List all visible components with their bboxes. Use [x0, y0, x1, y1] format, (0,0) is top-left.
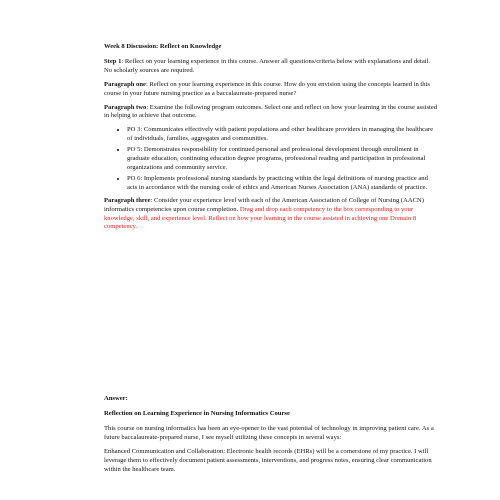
paragraph-two — [104, 104, 438, 122]
program-outcome-item: • PO 5: Demonstrates responsibility for continued personal and professional development through enrollment in graduate education, continuing education degree programs, professional reading and participation in professional organizations and community service. — [127, 146, 438, 173]
step-1-text: : Reflect on your learning experience in this course. Answer all questions/criteria below with explanations and detail. No scholarly sources are required. — [104, 57, 431, 74]
page-spacer — [104, 237, 438, 395]
paragraph-two-label: Paragraph two — [104, 103, 147, 111]
step-1-paragraph — [104, 58, 438, 76]
paragraph-three-label: Paragraph three — [104, 196, 151, 204]
paragraph-three-red-text: Drag and drop each competency to the box corresponding to your knowledge, skill, and experience level. Reflect on how your learning in the course assisted in achieving one Domain 8 competency. — [104, 205, 417, 231]
answer-label: Answer: — [104, 395, 128, 403]
program-outcome-item: • PO 3: Communicates effectively with patient populations and other healthcare providers in managing the healthcare of individuals, families, aggregates and communities. — [127, 126, 438, 144]
answer-paragraph-1: This course on nursing informatics has been an eye-opener to the vast potential of technology in improving patient care. As a future baccalaureate-prepared nurse, I see myself utilizing these concepts in several ways: — [104, 425, 434, 442]
paragraph-one-text: : Reflect on your learning experience in this course. How do you envision using the concepts learned in this course in your future nursing practice as a baccalaureate-prepared nurse? — [104, 80, 430, 97]
paragraph-one — [104, 81, 438, 99]
paragraph-two-text: : Examine the following program outcomes. Select one and reflect on how your learning in the course assisted in helping to achieve that outcome. — [104, 103, 438, 120]
paragraph-three — [104, 197, 438, 233]
answer-title: Reflection on Learning Experience in Nursing Informatics Course — [104, 410, 290, 418]
paragraph-three-text: : Consider your experience level with each of the American Association of College of Nursing (AACN) informatics competencies upon course completion. — [104, 196, 424, 213]
program-outcome-item: • PO 6: Implements professional nursing standards by practicing within the legal definitions of nursing practice and acts in accordance with the nursing code of ethics and American Nurses Association (ANA) standards of practice. — [127, 175, 438, 193]
program-outcomes-list — [104, 126, 438, 192]
document-title: Week 8 Discussion: Reflect on Knowledge — [104, 43, 222, 50]
step-1-label: Step 1 — [104, 57, 122, 65]
paragraph-one-label: Paragraph one — [104, 80, 146, 88]
answer-paragraph-2: Enhanced Communication and Collaboration: Electronic health records (EHRs) will be a cornerstone of my practice. I will leverage them to effectively document patient assessments, interventions, and progress notes, ensuring clear communication within the healthcare team. — [104, 447, 432, 473]
